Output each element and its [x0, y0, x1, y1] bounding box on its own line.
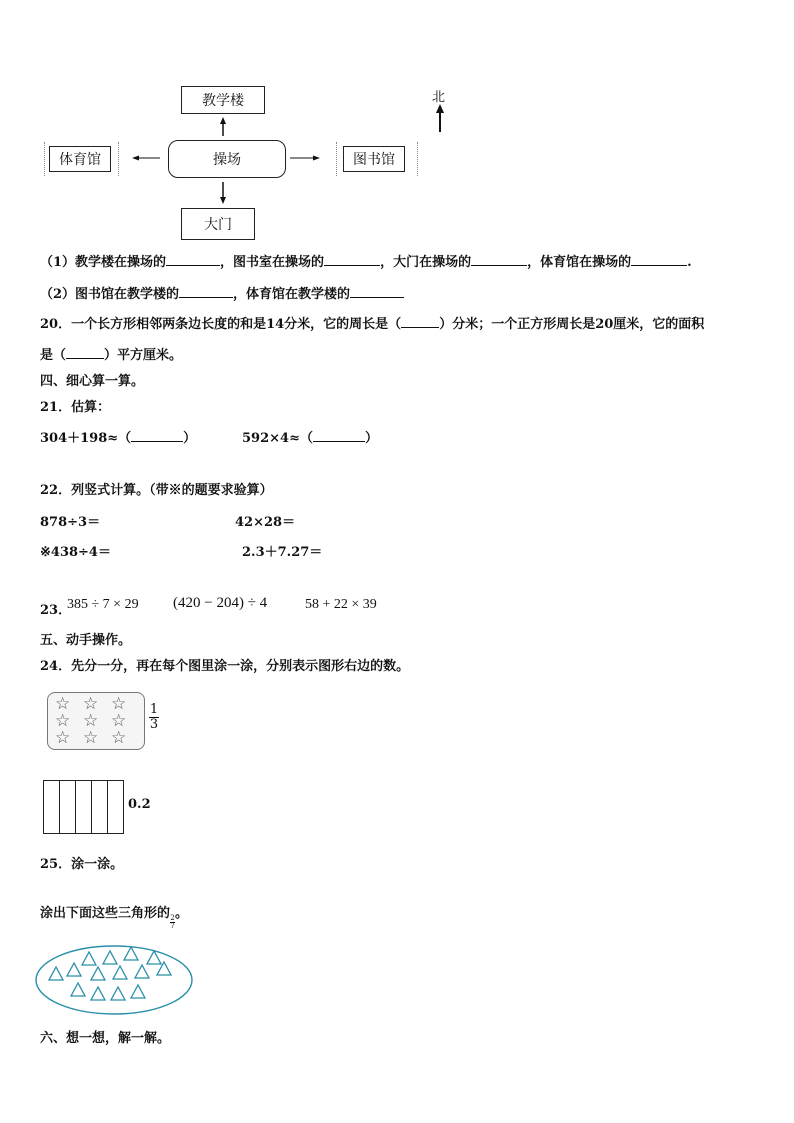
- q22-title: 22．列竖式计算。（带※的题要求验算）: [40, 483, 273, 498]
- q19-line2: （2）图书馆在教学楼的 ，体育馆在教学楼的: [40, 283, 404, 302]
- main-gate-label: 大门: [204, 217, 232, 233]
- q25-title: 25．涂一涂。: [40, 857, 124, 872]
- q19-line1: （1）教学楼在操场的 ，图书室在操场的 ，大门在操场的 ，体育馆在操场的 .: [40, 255, 692, 270]
- answer-blank[interactable]: [131, 429, 183, 442]
- star-icon: ☆: [111, 694, 127, 714]
- q22-item-3: ※438÷4＝: [40, 545, 111, 560]
- triangle-ellipse[interactable]: [34, 944, 198, 1018]
- answer-blank[interactable]: [631, 253, 687, 266]
- frac-numerator: 2: [170, 914, 175, 922]
- answer-blank[interactable]: [350, 285, 404, 298]
- q21-title: 21．估算：: [40, 400, 111, 415]
- q23-label: 23．: [40, 603, 72, 618]
- library-label: 图书馆: [353, 152, 395, 168]
- five-part-rectangle[interactable]: [43, 780, 124, 834]
- triangle-shape[interactable]: [147, 951, 161, 964]
- triangle-shape[interactable]: [124, 947, 138, 960]
- triangle-shape[interactable]: [82, 952, 96, 965]
- star-grid: [55, 694, 139, 748]
- playground-box: [168, 140, 286, 178]
- teaching-building-label: 教学楼: [202, 93, 244, 109]
- gymnasium-label: 体育馆: [59, 152, 101, 168]
- q21-expr1: 304＋198≈（ ）: [40, 431, 197, 446]
- frac-denominator: 7: [170, 922, 175, 930]
- q23-expr-3: 58 + 22 × 39: [305, 597, 377, 612]
- triangle-shape[interactable]: [67, 963, 81, 976]
- star-icon: ☆: [111, 711, 127, 731]
- answer-blank[interactable]: [313, 429, 365, 442]
- library-box: [343, 146, 405, 172]
- answer-blank[interactable]: [179, 285, 233, 298]
- q20-line1: 20．一个长方形相邻两条边长度的和是14分米，它的周长是（ ）分米；一个正方形周长是20厘米，它的面积: [40, 317, 705, 332]
- q23-expr-1: 385 ÷ 7 × 29: [67, 597, 139, 612]
- answer-blank[interactable]: [471, 253, 527, 266]
- star-icon: ☆: [83, 711, 99, 731]
- q20-line2: 是（ ）平方厘米。: [40, 348, 183, 363]
- gymnasium-box: [49, 146, 111, 172]
- star-icon: ☆: [55, 728, 71, 748]
- triangle-shape[interactable]: [135, 965, 149, 978]
- main-gate-box: [181, 208, 255, 240]
- triangle-shape[interactable]: [71, 983, 85, 996]
- north-label: 北: [432, 90, 446, 105]
- fraction-one-third: 1 3: [149, 702, 159, 732]
- section-5-heading: 五、动手操作。: [40, 633, 132, 648]
- diagram-arrows: [0, 0, 794, 240]
- q22-item-2: 42×28＝: [235, 515, 296, 530]
- star-icon: ☆: [83, 694, 99, 714]
- triangle-shape[interactable]: [91, 987, 105, 1000]
- q23-expr-2: (420 − 204) ÷ 4: [173, 595, 268, 611]
- rect-value-label: 0.2: [128, 797, 151, 812]
- star-icon: ☆: [55, 694, 71, 714]
- triangle-shape[interactable]: [131, 985, 145, 998]
- star-icon: ☆: [83, 728, 99, 748]
- playground-label: 操场: [213, 152, 241, 168]
- triangle-shape[interactable]: [91, 967, 105, 980]
- section-6-heading: 六、想一想，解一解。: [40, 1031, 171, 1046]
- answer-blank[interactable]: [401, 315, 439, 328]
- answer-blank[interactable]: [324, 253, 380, 266]
- triangle-shape[interactable]: [103, 951, 117, 964]
- triangle-shape[interactable]: [49, 967, 63, 980]
- star-icon: ☆: [55, 711, 71, 731]
- q21-expr2: 592×4≈（ ）: [242, 431, 378, 446]
- q25-instruction: 涂出下面这些三角形的 $\frac{2}{7}$ 。: [40, 906, 189, 930]
- answer-blank[interactable]: [66, 346, 104, 359]
- q22-item-1: 878÷3＝: [40, 515, 101, 530]
- star-icon: ☆: [111, 728, 127, 748]
- q22-item-4: 2.3＋7.27＝: [242, 545, 323, 560]
- section-4-heading: 四、细心算一算。: [40, 374, 145, 389]
- q24-title: 24．先分一分，再在每个图里涂一涂，分别表示图形右边的数。: [40, 659, 410, 674]
- triangle-shape[interactable]: [113, 966, 127, 979]
- answer-blank[interactable]: [166, 253, 220, 266]
- triangle-shape[interactable]: [111, 987, 125, 1000]
